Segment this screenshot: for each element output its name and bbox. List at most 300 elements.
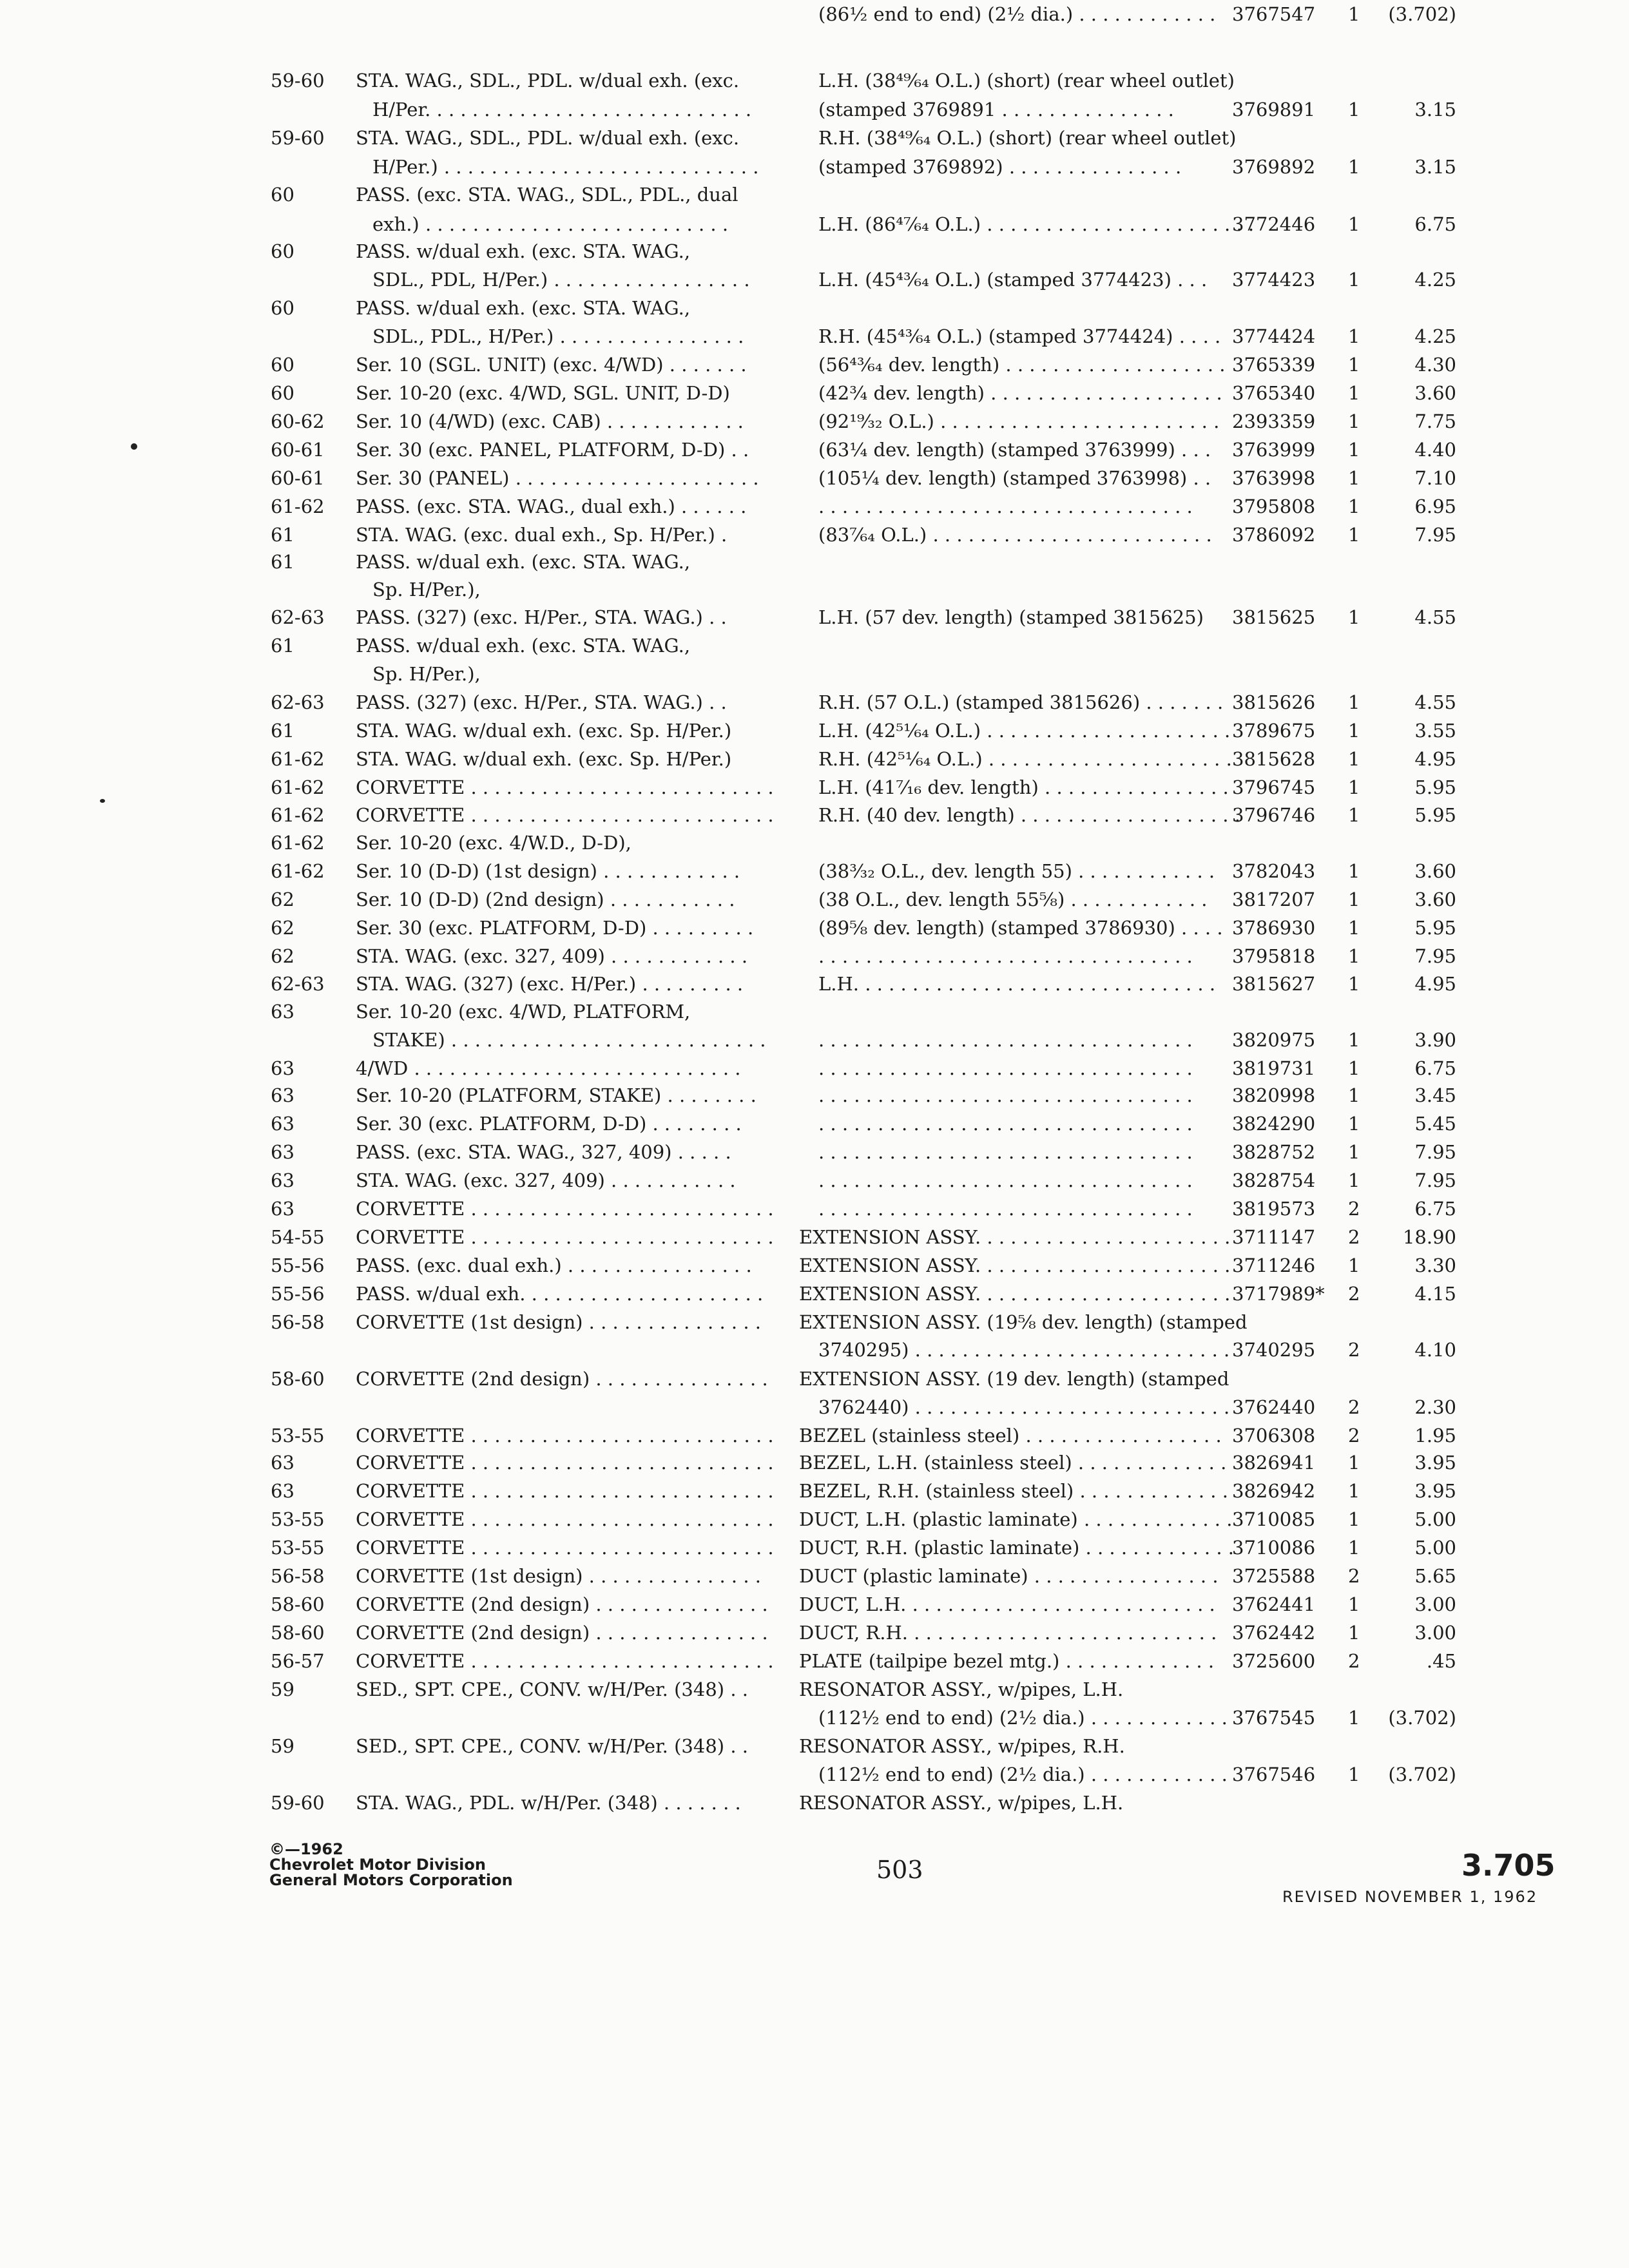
part-number-cell: 3767547 (1232, 3, 1316, 25)
model-year-cell: 59 (271, 1678, 294, 1700)
part-description-cell: (112¹⁄₂ end to end) (2¹⁄₂ dia.) . . . . . . . . . . . . (818, 1763, 1228, 1785)
application-cell: CORVETTE (2nd design) . . . . . . . . . . . . . . . (356, 1622, 768, 1644)
part-description-cell: (38³⁄₃₂ O.L., dev. length 55) . . . . . . . . . . . . (818, 860, 1215, 882)
quantity-cell: 2 (1348, 1425, 1360, 1446)
part-description-cell: (86¹⁄₂ end to end) (2¹⁄₂ dia.) . . . . . . . . . . . . (818, 3, 1216, 25)
model-year-cell: 59-60 (271, 70, 325, 91)
application-cell: PASS. (exc. dual exh.) . . . . . . . . . . . . . . . . (356, 1254, 752, 1276)
model-year-cell: 53-55 (271, 1508, 325, 1530)
price-cell: 5.65 (1414, 1565, 1456, 1587)
price-cell: 4.30 (1414, 354, 1456, 376)
quantity-cell: 1 (1348, 945, 1360, 967)
part-description-cell: R.H. (38⁴⁹⁄₆₄ O.L.) (short) (rear wheel outlet) (818, 127, 1237, 149)
quantity-cell: 1 (1348, 804, 1360, 826)
part-number-cell: 3725588 (1232, 1565, 1316, 1587)
application-cell: CORVETTE . . . . . . . . . . . . . . . . . . . . . . . . . . (356, 776, 774, 798)
quantity-cell: 2 (1348, 1283, 1360, 1305)
price-cell: 5.00 (1414, 1537, 1456, 1559)
part-number-cell: 3795818 (1232, 945, 1316, 967)
application-cell: STA. WAG. w/dual exh. (exc. Sp. H/Per.) (356, 748, 732, 770)
application-cell: exh.) . . . . . . . . . . . . . . . . . . . . . . . . . . (372, 213, 729, 235)
price-cell: 3.15 (1414, 99, 1456, 120)
model-year-cell: 61-62 (271, 832, 325, 854)
model-year-cell: 55-56 (271, 1283, 325, 1305)
application-cell: Ser. 10 (D-D) (1st design) . . . . . . . . . . . . (356, 860, 740, 882)
model-year-cell: 60-62 (271, 410, 325, 432)
part-description-cell: (stamped 3769891 . . . . . . . . . . . . . . . (818, 99, 1174, 120)
part-number-cell: 3819573 (1232, 1198, 1316, 1220)
application-cell: Ser. 10 (4/WD) (exc. CAB) . . . . . . . . . . . . (356, 410, 744, 432)
part-description-cell: 3762440) . . . . . . . . . . . . . . . . . . . . . . . . . . . (818, 1396, 1230, 1418)
quantity-cell: 1 (1348, 691, 1360, 713)
part-description-cell: L.H. (38⁴⁹⁄₆₄ O.L.) (short) (rear wheel outlet) (818, 70, 1235, 91)
application-cell: CORVETTE (1st design) . . . . . . . . . . . . . . . (356, 1311, 761, 1333)
part-description-cell: (112¹⁄₂ end to end) (2¹⁄₂ dia.) . . . . . . . . . . . . (818, 1707, 1228, 1729)
quantity-cell: 1 (1348, 1622, 1360, 1644)
part-description-cell: (38 O.L., dev. length 55⁵⁄₈) . . . . . . . . . . . . (818, 889, 1208, 910)
application-cell: CORVETTE . . . . . . . . . . . . . . . . . . . . . . . . . . (356, 1198, 774, 1220)
part-description-cell: (105¹⁄₄ dev. length) (stamped 3763998) . . (818, 467, 1211, 489)
price-cell: 4.95 (1414, 973, 1456, 995)
price-cell: 3.95 (1414, 1480, 1456, 1502)
part-number-cell: 3767546 (1232, 1763, 1316, 1785)
quantity-cell: 1 (1348, 1537, 1360, 1559)
quantity-cell: 1 (1348, 973, 1360, 995)
application-cell: PASS. w/dual exh. (exc. STA. WAG., (356, 297, 691, 319)
scan-speck (100, 799, 105, 803)
application-cell: PASS. w/dual exh. (exc. STA. WAG., (356, 551, 691, 573)
section-number: 3.705 (1461, 1848, 1556, 1883)
part-description-cell: EXTENSION ASSY. . . . . . . . . . . . . . . . . . . . . . (799, 1226, 1231, 1248)
part-description-cell: DUCT, L.H. . . . . . . . . . . . . . . . . . . . . . . . . . . (799, 1593, 1215, 1615)
part-description-cell: DUCT, R.H. . . . . . . . . . . . . . . . . . . . . . . . . . . (799, 1622, 1217, 1644)
quantity-cell: 1 (1348, 1480, 1360, 1502)
application-cell: CORVETTE . . . . . . . . . . . . . . . . . . . . . . . . . . (356, 804, 774, 826)
quantity-cell: 2 (1348, 1650, 1360, 1672)
part-description-cell: . . . . . . . . . . . . . . . . . . . . . . . . . . . . . . . . (818, 1113, 1193, 1135)
part-number-cell: 3711147 (1232, 1226, 1316, 1248)
price-cell: 6.75 (1414, 213, 1456, 235)
application-cell: CORVETTE . . . . . . . . . . . . . . . . . . . . . . . . . . (356, 1452, 774, 1474)
quantity-cell: 1 (1348, 1508, 1360, 1530)
model-year-cell: 59-60 (271, 127, 325, 149)
part-description-cell: . . . . . . . . . . . . . . . . . . . . . . . . . . . . . . . . (818, 1141, 1193, 1163)
price-cell: 7.95 (1414, 1141, 1456, 1163)
quantity-cell: 1 (1348, 1029, 1360, 1051)
price-cell: 18.90 (1402, 1226, 1456, 1248)
quantity-cell: 1 (1348, 354, 1360, 376)
part-number-cell: 3789675 (1232, 720, 1316, 742)
quantity-cell: 1 (1348, 325, 1360, 347)
model-year-cell: 63 (271, 1084, 294, 1106)
model-year-cell: 56-58 (271, 1565, 325, 1587)
price-cell: 7.95 (1414, 1169, 1456, 1191)
part-description-cell: R.H. (40 dev. length) . . . . . . . . . . . . . . . . . . . (818, 804, 1240, 826)
part-number-cell: 3826941 (1232, 1452, 1316, 1474)
application-cell: PASS. (exc. STA. WAG., 327, 409) . . . . . (356, 1141, 731, 1163)
price-cell: 6.75 (1414, 1198, 1456, 1220)
quantity-cell: 1 (1348, 1084, 1360, 1106)
application-cell: PASS. (327) (exc. H/Per., STA. WAG.) . . (356, 691, 727, 713)
price-cell: 6.95 (1414, 495, 1456, 517)
part-description-cell: RESONATOR ASSY., w/pipes, L.H. (799, 1792, 1124, 1814)
price-cell: 3.95 (1414, 1452, 1456, 1474)
application-cell: Ser. 10-20 (exc. 4/W.D., D-D), (356, 832, 631, 854)
quantity-cell: 1 (1348, 606, 1360, 628)
price-cell: 3.60 (1414, 860, 1456, 882)
part-number-cell: 3815626 (1232, 691, 1316, 713)
part-number-cell: 3725600 (1232, 1650, 1316, 1672)
quantity-cell: 1 (1348, 1057, 1360, 1079)
price-cell: 7.95 (1414, 945, 1456, 967)
model-year-cell: 53-55 (271, 1537, 325, 1559)
page-number: 503 (876, 1856, 923, 1884)
part-description-cell: EXTENSION ASSY. (19⁵⁄₈ dev. length) (stamped (799, 1311, 1248, 1333)
model-year-cell: 59 (271, 1735, 294, 1757)
quantity-cell: 2 (1348, 1198, 1360, 1220)
price-cell: 4.55 (1414, 691, 1456, 713)
application-cell: Ser. 30 (exc. PLATFORM, D-D) . . . . . . . . (356, 1113, 742, 1135)
part-description-cell: BEZEL (stainless steel) . . . . . . . . . . . . . . . . . (799, 1425, 1222, 1446)
corporation-name: General Motors Corporation (269, 1871, 513, 1889)
quantity-cell: 1 (1348, 382, 1360, 404)
part-number-cell: 3767545 (1232, 1707, 1316, 1729)
quantity-cell: 1 (1348, 439, 1360, 461)
part-number-cell: 3769891 (1232, 99, 1316, 120)
application-cell: CORVETTE . . . . . . . . . . . . . . . . . . . . . . . . . . (356, 1480, 774, 1502)
part-description-cell: PLATE (tailpipe bezel mtg.) . . . . . . . . . . . . . (799, 1650, 1215, 1672)
quantity-cell: 1 (1348, 410, 1360, 432)
quantity-cell: 2 (1348, 1396, 1360, 1418)
application-cell: CORVETTE . . . . . . . . . . . . . . . . . . . . . . . . . . (356, 1537, 774, 1559)
part-description-cell: (89⁵⁄₈ dev. length) (stamped 3786930) . . . . (818, 917, 1223, 939)
part-number-cell: 3824290 (1232, 1113, 1316, 1135)
price-cell: 4.25 (1414, 269, 1456, 291)
model-year-cell: 60 (271, 382, 294, 404)
part-number-cell: 3762442 (1232, 1622, 1316, 1644)
part-number-cell: 3786092 (1232, 524, 1316, 546)
part-description-cell: L.H. (41⁷⁄₁₆ dev. length) . . . . . . . . . . . . . . . . (818, 776, 1229, 798)
quantity-cell: 1 (1348, 3, 1360, 25)
copyright-notice: ©—1962 (269, 1840, 343, 1858)
part-description-cell: (63¹⁄₄ dev. length) (stamped 3763999) . . . (818, 439, 1211, 461)
quantity-cell: 1 (1348, 524, 1360, 546)
part-number-cell: 3772446 (1232, 213, 1316, 235)
part-description-cell: . . . . . . . . . . . . . . . . . . . . . . . . . . . . . . . . (818, 1057, 1193, 1079)
price-cell: 7.95 (1414, 524, 1456, 546)
model-year-cell: 58-60 (271, 1622, 325, 1644)
application-cell: Ser. 30 (exc. PANEL, PLATFORM, D-D) . . (356, 439, 749, 461)
quantity-cell: 1 (1348, 748, 1360, 770)
application-cell: CORVETTE . . . . . . . . . . . . . . . . . . . . . . . . . . (356, 1650, 774, 1672)
model-year-cell: 60 (271, 184, 294, 206)
application-cell: SED., SPT. CPE., CONV. w/H/Per. (348) . . (356, 1678, 748, 1700)
part-description-cell: DUCT, L.H. (plastic laminate) . . . . . . . . . . . . . (799, 1508, 1233, 1530)
application-cell: CORVETTE . . . . . . . . . . . . . . . . . . . . . . . . . . (356, 1508, 774, 1530)
quantity-cell: 1 (1348, 1763, 1360, 1785)
application-cell: STA. WAG., SDL., PDL. w/dual exh. (exc. (356, 70, 740, 91)
part-description-cell: (stamped 3769892) . . . . . . . . . . . . . . . (818, 156, 1182, 178)
model-year-cell: 60 (271, 354, 294, 376)
quantity-cell: 1 (1348, 776, 1360, 798)
quantity-cell: 1 (1348, 917, 1360, 939)
price-cell: 4.15 (1414, 1283, 1456, 1305)
application-cell: PASS. w/dual exh. (exc. STA. WAG., (356, 240, 691, 262)
quantity-cell: 2 (1348, 1339, 1360, 1361)
application-cell: STA. WAG., SDL., PDL. w/dual exh. (exc. (356, 127, 740, 149)
application-cell: PASS. (exc. STA. WAG., SDL., PDL., dual (356, 184, 738, 206)
part-description-cell: (56⁴³⁄₆₄ dev. length) . . . . . . . . . . . . . . . . . . . (818, 354, 1226, 376)
quantity-cell: 1 (1348, 1254, 1360, 1276)
model-year-cell: 62-63 (271, 973, 325, 995)
model-year-cell: 63 (271, 1057, 294, 1079)
application-cell: STA. WAG. (exc. dual exh., Sp. H/Per.) . (356, 524, 728, 546)
part-number-cell: 3711246 (1232, 1254, 1316, 1276)
model-year-cell: 61-62 (271, 748, 325, 770)
price-cell: 4.55 (1414, 606, 1456, 628)
part-description-cell: (83⁷⁄₆₄ O.L.) . . . . . . . . . . . . . . . . . . . . . . . . (818, 524, 1212, 546)
quantity-cell: 1 (1348, 1169, 1360, 1191)
part-description-cell: RESONATOR ASSY., w/pipes, L.H. (799, 1678, 1124, 1700)
part-number-cell: 3774423 (1232, 269, 1316, 291)
application-cell: Ser. 10-20 (PLATFORM, STAKE) . . . . . . . . (356, 1084, 757, 1106)
application-cell: Ser. 10-20 (exc. 4/WD, PLATFORM, (356, 1001, 691, 1023)
part-description-cell: R.H. (57 O.L.) (stamped 3815626) . . . . . . . (818, 691, 1224, 713)
price-cell: 3.45 (1414, 1084, 1456, 1106)
price-cell: 3.55 (1414, 720, 1456, 742)
model-year-cell: 60 (271, 240, 294, 262)
price-cell: 3.30 (1414, 1254, 1456, 1276)
quantity-cell: 1 (1348, 495, 1360, 517)
part-number-cell: 3820975 (1232, 1029, 1316, 1051)
model-year-cell: 61 (271, 524, 294, 546)
model-year-cell: 62-63 (271, 691, 325, 713)
part-number-cell: 3786930 (1232, 917, 1316, 939)
part-number-cell: 2393359 (1232, 410, 1316, 432)
model-year-cell: 63 (271, 1141, 294, 1163)
part-description-cell: . . . . . . . . . . . . . . . . . . . . . . . . . . . . . . . . (818, 1029, 1193, 1051)
application-cell: Ser. 10 (D-D) (2nd design) . . . . . . . . . . . (356, 889, 735, 910)
model-year-cell: 61-62 (271, 776, 325, 798)
part-number-cell: 3763999 (1232, 439, 1316, 461)
part-description-cell: DUCT (plastic laminate) . . . . . . . . . . . . . . . . (799, 1565, 1219, 1587)
part-number-cell: 3826942 (1232, 1480, 1316, 1502)
model-year-cell: 63 (271, 1452, 294, 1474)
price-cell: 2.30 (1414, 1396, 1456, 1418)
quantity-cell: 1 (1348, 1113, 1360, 1135)
part-number-cell: 3765339 (1232, 354, 1316, 376)
part-description-cell: BEZEL, R.H. (stainless steel) . . . . . . . . . . . . . (799, 1480, 1228, 1502)
price-cell: 4.95 (1414, 748, 1456, 770)
price-cell: 7.10 (1414, 467, 1456, 489)
quantity-cell: 1 (1348, 860, 1360, 882)
part-number-cell: 3815627 (1232, 973, 1316, 995)
part-number-cell: 3765340 (1232, 382, 1316, 404)
application-cell: Ser. 10-20 (exc. 4/WD, SGL. UNIT, D-D) (356, 382, 730, 404)
part-number-cell: 3762440 (1232, 1396, 1316, 1418)
application-cell: Sp. H/Per.), (372, 579, 481, 601)
part-number-cell: 3769892 (1232, 156, 1316, 178)
part-number-cell: 3817207 (1232, 889, 1316, 910)
part-number-cell: 3796746 (1232, 804, 1316, 826)
part-number-cell: 3815628 (1232, 748, 1316, 770)
part-description-cell: R.H. (45⁴³⁄₆₄ O.L.) (stamped 3774424) . . . . (818, 325, 1221, 347)
part-description-cell: 3740295) . . . . . . . . . . . . . . . . . . . . . . . . . . . (818, 1339, 1230, 1361)
quantity-cell: 1 (1348, 1707, 1360, 1729)
quantity-cell: 2 (1348, 1226, 1360, 1248)
part-description-cell: L.H. (42⁵¹⁄₆₄ O.L.) . . . . . . . . . . . . . . . . . . . . . (818, 720, 1231, 742)
price-cell: (3.702) (1388, 1763, 1456, 1785)
model-year-cell: 61 (271, 551, 294, 573)
scan-speck (131, 443, 137, 450)
quantity-cell: 1 (1348, 467, 1360, 489)
price-cell: 5.00 (1414, 1508, 1456, 1530)
part-description-cell: . . . . . . . . . . . . . . . . . . . . . . . . . . . . . . . . (818, 495, 1193, 517)
part-description-cell: L.H. . . . . . . . . . . . . . . . . . . . . . . . . . . . . . . (818, 973, 1216, 995)
part-number-cell: 3828754 (1232, 1169, 1316, 1191)
application-cell: Ser. 30 (PANEL) . . . . . . . . . . . . . . . . . . . . . (356, 467, 759, 489)
price-cell: 4.25 (1414, 325, 1456, 347)
application-cell: STA. WAG. (exc. 327, 409) . . . . . . . . . . . (356, 1169, 736, 1191)
part-number-cell: 3820998 (1232, 1084, 1316, 1106)
price-cell: 3.90 (1414, 1029, 1456, 1051)
part-number-cell: 3819731 (1232, 1057, 1316, 1079)
model-year-cell: 56-58 (271, 1311, 325, 1333)
model-year-cell: 62-63 (271, 606, 325, 628)
part-number-cell: 3740295 (1232, 1339, 1316, 1361)
application-cell: CORVETTE (2nd design) . . . . . . . . . . . . . . . (356, 1593, 768, 1615)
price-cell: 5.95 (1414, 776, 1456, 798)
model-year-cell: 63 (271, 1480, 294, 1502)
model-year-cell: 63 (271, 1198, 294, 1220)
revision-date: REVISED NOVEMBER 1, 1962 (1282, 1888, 1538, 1906)
quantity-cell: 1 (1348, 1452, 1360, 1474)
application-cell: SDL., PDL., H/Per.) . . . . . . . . . . . . . . . . (372, 325, 744, 347)
application-cell: CORVETTE (2nd design) . . . . . . . . . . . . . . . (356, 1368, 768, 1390)
part-number-cell: 3774424 (1232, 325, 1316, 347)
price-cell: 5.95 (1414, 804, 1456, 826)
model-year-cell: 63 (271, 1001, 294, 1023)
application-cell: H/Per.) . . . . . . . . . . . . . . . . . . . . . . . . . . . (372, 156, 759, 178)
part-description-cell: L.H. (45⁴³⁄₆₄ O.L.) (stamped 3774423) . . . (818, 269, 1208, 291)
application-cell: H/Per. . . . . . . . . . . . . . . . . . . . . . . . . . . . (372, 99, 752, 120)
part-description-cell: RESONATOR ASSY., w/pipes, R.H. (799, 1735, 1125, 1757)
price-cell: 3.15 (1414, 156, 1456, 178)
model-year-cell: 63 (271, 1169, 294, 1191)
price-cell: (3.702) (1388, 1707, 1456, 1729)
application-cell: STA. WAG., PDL. w/H/Per. (348) . . . . . . . (356, 1792, 741, 1814)
division-name: Chevrolet Motor Division (269, 1856, 486, 1874)
model-year-cell: 53-55 (271, 1425, 325, 1446)
part-description-cell: EXTENSION ASSY. (19 dev. length) (stamped (799, 1368, 1229, 1390)
price-cell: 4.10 (1414, 1339, 1456, 1361)
model-year-cell: 61-62 (271, 495, 325, 517)
part-description-cell: . . . . . . . . . . . . . . . . . . . . . . . . . . . . . . . . (818, 945, 1193, 967)
quantity-cell: 1 (1348, 1593, 1360, 1615)
model-year-cell: 58-60 (271, 1593, 325, 1615)
price-cell: 7.75 (1414, 410, 1456, 432)
part-number-cell: 3762441 (1232, 1593, 1316, 1615)
part-number-cell: 3815625 (1232, 606, 1316, 628)
application-cell: STA. WAG. (327) (exc. H/Per.) . . . . . . . . . (356, 973, 744, 995)
part-number-cell: 3717989* (1232, 1283, 1325, 1305)
price-cell: 5.45 (1414, 1113, 1456, 1135)
price-cell: 3.00 (1414, 1593, 1456, 1615)
model-year-cell: 62 (271, 945, 294, 967)
quantity-cell: 1 (1348, 269, 1360, 291)
application-cell: Ser. 10 (SGL. UNIT) (exc. 4/WD) . . . . . . . (356, 354, 747, 376)
model-year-cell: 56-57 (271, 1650, 325, 1672)
part-description-cell: BEZEL, L.H. (stainless steel) . . . . . . . . . . . . . (799, 1452, 1227, 1474)
quantity-cell: 1 (1348, 720, 1360, 742)
application-cell: PASS. w/dual exh. . . . . . . . . . . . . . . . . . . . . (356, 1283, 764, 1305)
part-description-cell: L.H. (57 dev. length) (stamped 3815625) (818, 606, 1204, 628)
price-cell: 6.75 (1414, 1057, 1456, 1079)
application-cell: STA. WAG. w/dual exh. (exc. Sp. H/Per.) (356, 720, 732, 742)
price-cell: .45 (1426, 1650, 1456, 1672)
part-description-cell: R.H. (42⁵¹⁄₆₄ O.L.) . . . . . . . . . . . . . . . . . . . . . (818, 748, 1232, 770)
part-description-cell: (42³⁄₄ dev. length) . . . . . . . . . . . . . . . . . . . . (818, 382, 1222, 404)
quantity-cell: 1 (1348, 156, 1360, 178)
part-number-cell: 3763998 (1232, 467, 1316, 489)
model-year-cell: 61-62 (271, 804, 325, 826)
application-cell: 4/WD . . . . . . . . . . . . . . . . . . . . . . . . . . . . (356, 1057, 741, 1079)
price-cell: 4.40 (1414, 439, 1456, 461)
part-description-cell: L.H. (86⁴⁷⁄₆₄ O.L.) . . . . . . . . . . . . . . . . . . . . . . . (818, 213, 1255, 235)
quantity-cell: 1 (1348, 1141, 1360, 1163)
application-cell: CORVETTE (1st design) . . . . . . . . . . . . . . . (356, 1565, 761, 1587)
part-number-cell: 3782043 (1232, 860, 1316, 882)
price-cell: (3.702) (1388, 3, 1456, 25)
application-cell: Sp. H/Per.), (372, 663, 481, 685)
publisher-block (269, 1841, 513, 1888)
quantity-cell: 1 (1348, 213, 1360, 235)
model-year-cell: 62 (271, 917, 294, 939)
part-number-cell: 3796745 (1232, 776, 1316, 798)
model-year-cell: 60 (271, 297, 294, 319)
part-description-cell: . . . . . . . . . . . . . . . . . . . . . . . . . . . . . . . . (818, 1169, 1193, 1191)
application-cell: CORVETTE . . . . . . . . . . . . . . . . . . . . . . . . . . (356, 1226, 774, 1248)
part-description-cell: EXTENSION ASSY. . . . . . . . . . . . . . . . . . . . . . (799, 1254, 1231, 1276)
part-description-cell: . . . . . . . . . . . . . . . . . . . . . . . . . . . . . . . . (818, 1084, 1193, 1106)
part-number-cell: 3795808 (1232, 495, 1316, 517)
model-year-cell: 61-62 (271, 860, 325, 882)
model-year-cell: 60-61 (271, 467, 325, 489)
part-description-cell: . . . . . . . . . . . . . . . . . . . . . . . . . . . . . . . . (818, 1198, 1193, 1220)
part-number-cell: 3828752 (1232, 1141, 1316, 1163)
application-cell: STAKE) . . . . . . . . . . . . . . . . . . . . . . . . . . . (372, 1029, 766, 1051)
model-year-cell: 63 (271, 1113, 294, 1135)
model-year-cell: 61 (271, 635, 294, 657)
part-description-cell: EXTENSION ASSY. . . . . . . . . . . . . . . . . . . . . . (799, 1283, 1231, 1305)
price-cell: 3.60 (1414, 889, 1456, 910)
part-number-cell: 3706308 (1232, 1425, 1316, 1446)
quantity-cell: 2 (1348, 1565, 1360, 1587)
price-cell: 3.00 (1414, 1622, 1456, 1644)
quantity-cell: 1 (1348, 889, 1360, 910)
part-description-cell: DUCT, R.H. (plastic laminate) . . . . . . . . . . . . . (799, 1537, 1235, 1559)
price-cell: 5.95 (1414, 917, 1456, 939)
model-year-cell: 62 (271, 889, 294, 910)
application-cell: Ser. 30 (exc. PLATFORM, D-D) . . . . . . . . . (356, 917, 754, 939)
application-cell: STA. WAG. (exc. 327, 409) . . . . . . . . . . . . (356, 945, 748, 967)
part-number-cell: 3710085 (1232, 1508, 1316, 1530)
part-description-cell: (92¹⁹⁄₃₂ O.L.) . . . . . . . . . . . . . . . . . . . . . . . . (818, 410, 1220, 432)
model-year-cell: 61 (271, 720, 294, 742)
price-cell: 1.95 (1414, 1425, 1456, 1446)
application-cell: PASS. w/dual exh. (exc. STA. WAG., (356, 635, 691, 657)
part-number-cell: 3710086 (1232, 1537, 1316, 1559)
